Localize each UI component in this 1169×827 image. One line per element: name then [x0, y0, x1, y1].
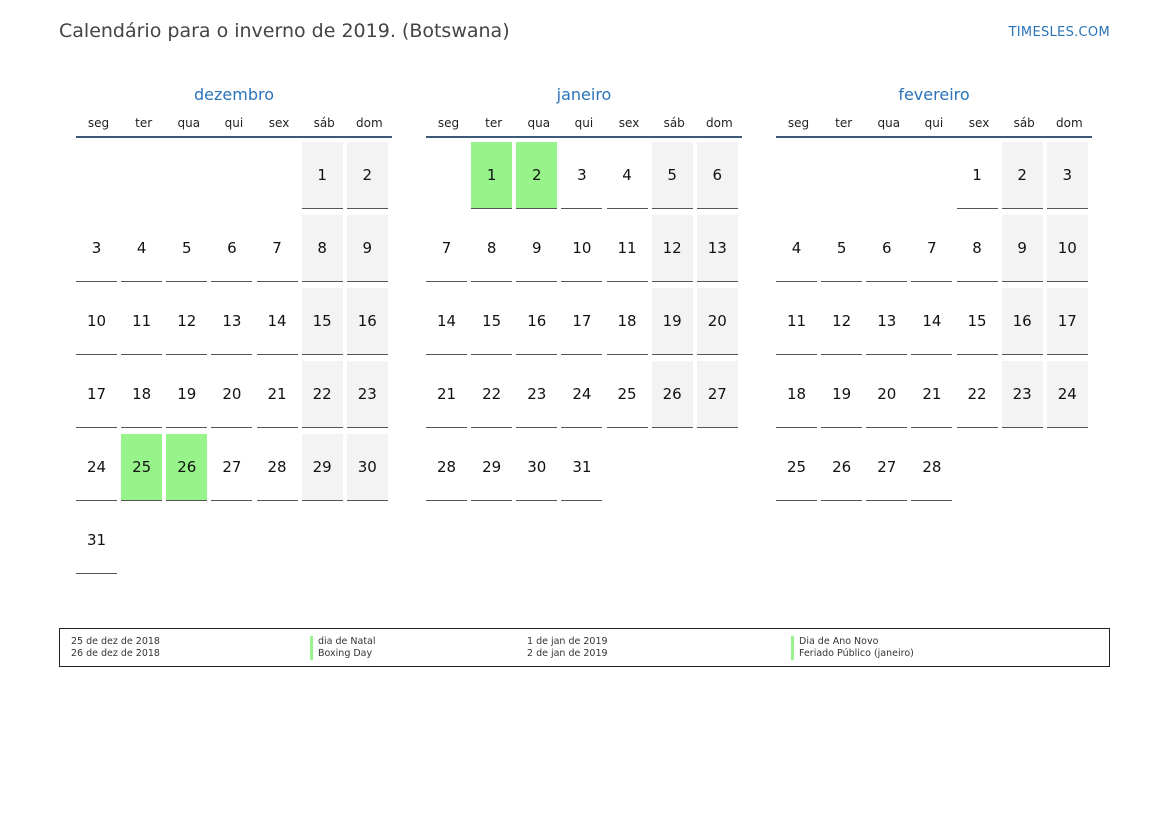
day-cell: 7 — [257, 215, 298, 282]
day-cell: 10 — [1047, 215, 1088, 282]
day-cell: 28 — [426, 434, 467, 501]
day-cell: 28 — [257, 434, 298, 501]
day-cell: 8 — [302, 215, 343, 282]
day-cell: 8 — [957, 215, 998, 282]
weeks — [776, 142, 1092, 507]
empty-day-cell — [866, 142, 907, 209]
day-cell: 13 — [866, 288, 907, 355]
legend-date: 26 de dez de 2018 — [71, 648, 160, 659]
empty-day-cell — [652, 434, 693, 501]
month-calendar-december — [76, 84, 392, 580]
day-cell: 23 — [516, 361, 557, 428]
weekday-label: qui — [574, 116, 594, 130]
weekday-header — [776, 115, 1092, 138]
holiday-day-cell: 2 — [516, 142, 557, 209]
legend-dates-2 — [527, 636, 608, 660]
legend-dates-1 — [71, 636, 160, 660]
week-row — [76, 142, 392, 215]
weeks — [76, 142, 392, 580]
day-cell: 7 — [426, 215, 467, 282]
weekday-label: ter — [135, 116, 153, 130]
weekday-label: sex — [968, 116, 990, 130]
day-cell: 10 — [76, 288, 117, 355]
day-cell: 2 — [347, 142, 388, 209]
day-cell: 21 — [911, 361, 952, 428]
weekday-header — [76, 115, 392, 138]
day-cell: 10 — [561, 215, 602, 282]
day-cell: 29 — [302, 434, 343, 501]
day-cell: 3 — [76, 215, 117, 282]
day-cell: 31 — [76, 507, 117, 574]
day-cell: 15 — [957, 288, 998, 355]
weekday-label: sáb — [663, 116, 685, 130]
day-cell: 6 — [866, 215, 907, 282]
empty-day-cell — [302, 507, 343, 574]
day-cell: 25 — [776, 434, 817, 501]
empty-day-cell — [166, 507, 207, 574]
day-cell: 20 — [866, 361, 907, 428]
day-cell: 9 — [347, 215, 388, 282]
day-cell: 1 — [957, 142, 998, 209]
weekday-label: sáb — [1013, 116, 1035, 130]
day-cell: 4 — [776, 215, 817, 282]
day-cell: 15 — [302, 288, 343, 355]
legend-holiday-name: dia de Natal — [318, 636, 376, 647]
weeks — [426, 142, 742, 507]
weekday-label: ter — [485, 116, 503, 130]
weekday-header — [426, 115, 742, 138]
empty-day-cell — [911, 142, 952, 209]
day-cell: 12 — [166, 288, 207, 355]
day-cell: 13 — [697, 215, 738, 282]
week-row — [776, 215, 1092, 288]
day-cell: 21 — [257, 361, 298, 428]
day-cell: 22 — [471, 361, 512, 428]
day-cell: 4 — [607, 142, 648, 209]
week-row — [426, 434, 742, 507]
week-row — [76, 507, 392, 580]
empty-day-cell — [1047, 434, 1088, 501]
day-cell: 13 — [211, 288, 252, 355]
legend-holiday-name: Feriado Público (janeiro) — [799, 648, 914, 659]
day-cell: 18 — [121, 361, 162, 428]
weekday-label: ter — [835, 116, 853, 130]
day-cell: 18 — [776, 361, 817, 428]
legend-names-1 — [310, 636, 376, 660]
legend-date: 2 de jan de 2019 — [527, 648, 608, 659]
week-row — [776, 288, 1092, 361]
day-cell: 21 — [426, 361, 467, 428]
page-title: Calendário para o inverno de 2019. (Botswana) — [59, 20, 510, 42]
day-cell: 6 — [697, 142, 738, 209]
weekday-label: sex — [268, 116, 290, 130]
day-cell: 14 — [911, 288, 952, 355]
month-name: janeiro — [556, 85, 612, 104]
empty-day-cell — [166, 142, 207, 209]
day-cell: 11 — [121, 288, 162, 355]
empty-day-cell — [426, 142, 467, 209]
day-cell: 20 — [211, 361, 252, 428]
weekday-label: qui — [924, 116, 944, 130]
day-cell: 5 — [821, 215, 862, 282]
empty-day-cell — [957, 434, 998, 501]
day-cell: 16 — [516, 288, 557, 355]
empty-day-cell — [257, 507, 298, 574]
week-row — [76, 361, 392, 434]
day-cell: 5 — [652, 142, 693, 209]
holiday-day-cell: 26 — [166, 434, 207, 501]
day-cell: 9 — [516, 215, 557, 282]
holiday-day-cell: 1 — [471, 142, 512, 209]
day-cell: 29 — [471, 434, 512, 501]
day-cell: 9 — [1002, 215, 1043, 282]
legend-date: 1 de jan de 2019 — [527, 636, 608, 647]
week-row — [76, 288, 392, 361]
week-row — [426, 361, 742, 434]
weekday-label: seg — [87, 116, 110, 130]
month-name: fevereiro — [898, 85, 970, 104]
weekday-label: qui — [224, 116, 244, 130]
empty-day-cell — [257, 142, 298, 209]
week-row — [776, 434, 1092, 507]
week-row — [426, 215, 742, 288]
day-cell: 14 — [426, 288, 467, 355]
day-cell: 31 — [561, 434, 602, 501]
holiday-day-cell: 25 — [121, 434, 162, 501]
empty-day-cell — [821, 142, 862, 209]
weekday-label: dom — [705, 116, 733, 130]
day-cell: 17 — [76, 361, 117, 428]
day-cell: 12 — [821, 288, 862, 355]
legend-holiday-name: Dia de Ano Novo — [799, 636, 879, 647]
empty-day-cell — [76, 142, 117, 209]
day-cell: 26 — [652, 361, 693, 428]
day-cell: 5 — [166, 215, 207, 282]
day-cell: 3 — [1047, 142, 1088, 209]
empty-day-cell — [211, 142, 252, 209]
weekday-label: sex — [618, 116, 640, 130]
empty-day-cell — [776, 142, 817, 209]
weekday-label: qua — [877, 116, 901, 130]
day-cell: 19 — [166, 361, 207, 428]
day-cell: 28 — [911, 434, 952, 501]
day-cell: 7 — [911, 215, 952, 282]
day-cell: 14 — [257, 288, 298, 355]
day-cell: 4 — [121, 215, 162, 282]
weekday-label: qua — [527, 116, 551, 130]
weekday-label: seg — [437, 116, 460, 130]
day-cell: 20 — [697, 288, 738, 355]
site-link[interactable]: TIMESLES.COM — [1008, 25, 1110, 40]
day-cell: 30 — [347, 434, 388, 501]
day-cell: 19 — [821, 361, 862, 428]
day-cell: 24 — [561, 361, 602, 428]
day-cell: 8 — [471, 215, 512, 282]
day-cell: 27 — [697, 361, 738, 428]
week-row — [426, 142, 742, 215]
day-cell: 22 — [302, 361, 343, 428]
day-cell: 23 — [1002, 361, 1043, 428]
empty-day-cell — [121, 507, 162, 574]
weekday-label: sáb — [313, 116, 335, 130]
day-cell: 23 — [347, 361, 388, 428]
weekday-label: qua — [177, 116, 201, 130]
week-row — [776, 142, 1092, 215]
legend-holiday-name: Boxing Day — [318, 648, 373, 659]
day-cell: 16 — [1002, 288, 1043, 355]
day-cell: 22 — [957, 361, 998, 428]
day-cell: 25 — [607, 361, 648, 428]
day-cell: 15 — [471, 288, 512, 355]
week-row — [426, 288, 742, 361]
day-cell: 11 — [776, 288, 817, 355]
weekday-label: seg — [787, 116, 810, 130]
day-cell: 19 — [652, 288, 693, 355]
day-cell: 18 — [607, 288, 648, 355]
day-cell: 27 — [866, 434, 907, 501]
month-name: dezembro — [194, 85, 274, 104]
day-cell: 1 — [302, 142, 343, 209]
week-row — [76, 434, 392, 507]
day-cell: 24 — [1047, 361, 1088, 428]
day-cell: 27 — [211, 434, 252, 501]
weekday-label: dom — [355, 116, 383, 130]
empty-day-cell — [121, 142, 162, 209]
day-cell: 26 — [821, 434, 862, 501]
day-cell: 24 — [76, 434, 117, 501]
empty-day-cell — [347, 507, 388, 574]
legend-date: 25 de dez de 2018 — [71, 636, 160, 647]
legend-names-2 — [791, 636, 914, 660]
day-cell: 12 — [652, 215, 693, 282]
day-cell: 30 — [516, 434, 557, 501]
day-cell: 17 — [1047, 288, 1088, 355]
empty-day-cell — [1002, 434, 1043, 501]
empty-day-cell — [607, 434, 648, 501]
day-cell: 3 — [561, 142, 602, 209]
weekday-label: dom — [1055, 116, 1083, 130]
day-cell: 2 — [1002, 142, 1043, 209]
day-cell: 6 — [211, 215, 252, 282]
day-cell: 17 — [561, 288, 602, 355]
week-row — [776, 361, 1092, 434]
month-calendar-february — [776, 84, 1092, 507]
day-cell: 16 — [347, 288, 388, 355]
day-cell: 11 — [607, 215, 648, 282]
empty-day-cell — [697, 434, 738, 501]
holiday-legend — [59, 628, 1110, 667]
empty-day-cell — [211, 507, 252, 574]
month-calendar-january — [426, 84, 742, 507]
week-row — [76, 215, 392, 288]
